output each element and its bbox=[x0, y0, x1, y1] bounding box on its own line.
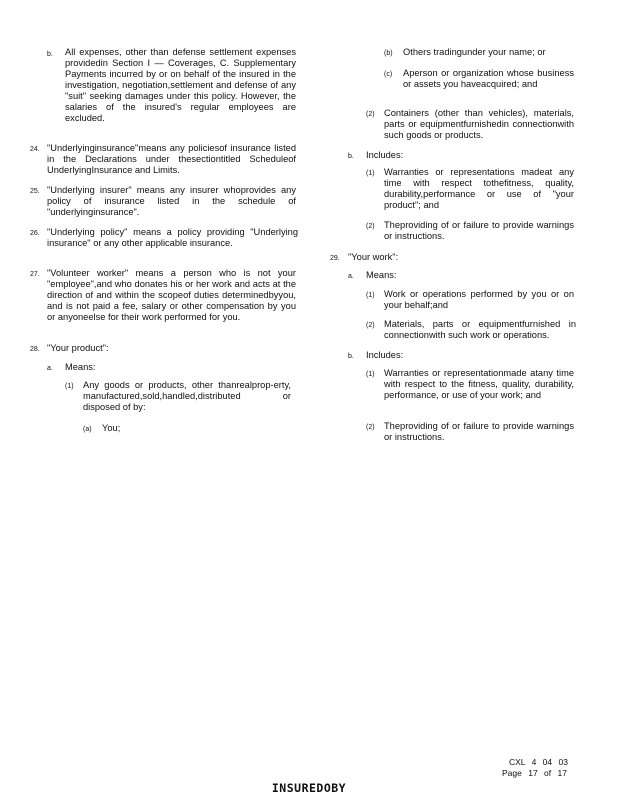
your-product-a-text: Means: bbox=[65, 362, 96, 372]
your-work-a1-marker: (1) bbox=[366, 292, 375, 299]
definition-29-number: 29. bbox=[330, 255, 340, 262]
your-work-b-text: Includes: bbox=[366, 350, 404, 360]
your-work-b1-marker: (1) bbox=[366, 371, 375, 378]
right-b-includes-text: Includes: bbox=[366, 150, 404, 160]
right-2-text: Containers (other than vehicles), materials, parts or equipmentfurnishedin connectionwith such goods or products. bbox=[384, 108, 574, 140]
your-work-a1-text: Work or operations performed by you or on your behalf;and bbox=[384, 289, 574, 310]
your-product-a1a-text: You; bbox=[102, 423, 121, 433]
brand-watermark: INSUREDOBY bbox=[271, 781, 347, 795]
right-c-text: Aperson or organization whose business or assets you haveacquired; and bbox=[403, 68, 574, 89]
right-b2-marker: (2) bbox=[366, 223, 375, 230]
right-b-includes-marker: b. bbox=[348, 153, 354, 160]
your-work-a2-text: Materials, parts or equipmentfurnished in connectionwith such work or operations. bbox=[384, 319, 576, 340]
right-b1-marker: (1) bbox=[366, 170, 375, 177]
right-b-text: Others tradingunder your name; or bbox=[403, 47, 546, 57]
right-2-marker: (2) bbox=[366, 111, 375, 118]
your-work-b1-text: Warranties or representationmade atany time with respect to the fitness, quality, durability, performance, or use of your work; and bbox=[384, 368, 574, 400]
definition-28-text: "Your product": bbox=[47, 343, 109, 353]
your-work-a-marker: a. bbox=[348, 273, 354, 280]
right-c-marker: (c) bbox=[384, 71, 393, 78]
your-work-a2-marker: (2) bbox=[366, 322, 375, 329]
your-product-a-marker: a. bbox=[47, 365, 53, 372]
right-b2-text: Theproviding of or failure to provide warnings or instructions. bbox=[384, 220, 574, 241]
your-product-a1-text: Any goods or products, other thanrealprop-erty, manufactured,sold,handled,distributed or disposed of by: bbox=[83, 380, 291, 412]
your-product-a1-marker: (1) bbox=[65, 383, 74, 390]
item-b-marker: b. bbox=[47, 51, 53, 58]
page-number: Page 17 of 17 bbox=[502, 768, 567, 778]
your-work-b2-marker: (2) bbox=[366, 424, 375, 431]
definition-27-text: "Volunteer worker" means a person who is not your "employee",and who donates his or her work and acts at the direction of and within the scopeof duties determinedbyyou, and is not paid a fee, salary or other compensation by you or anyoneelse for their work performed for you. bbox=[47, 268, 296, 322]
definition-25-number: 25. bbox=[30, 188, 40, 195]
your-work-b2-text: Theproviding of or failure to provide warnings or instructions. bbox=[384, 421, 574, 442]
right-b-marker: (b) bbox=[384, 50, 393, 57]
definition-28-number: 28. bbox=[30, 346, 40, 353]
your-work-b-marker: b. bbox=[348, 353, 354, 360]
definition-25-text: "Underlying insurer" means any insurer whoprovides any policy of insurance listed in the schedule of "underlyinginsurance". bbox=[47, 185, 296, 217]
item-b-text: All expenses, other than defense settlement expenses providedin Section I — Coverages, C. Supplementary Payments incurred by or on behalf of the insured in the investigation, negotiation,settlement and defense of any "suit" seeking damages under this policy. However, the salaries of the insured's regular employees are excluded. bbox=[65, 47, 296, 123]
definition-26-number: 26. bbox=[30, 230, 40, 237]
definition-24-text: "Underlyinginsurance"means any policiesof insurance listed in the Declarations under thesectiontitled Scheduleof UnderlyingInsurance and Limits. bbox=[47, 143, 296, 175]
definition-27-number: 27. bbox=[30, 271, 40, 278]
definition-24-number: 24. bbox=[30, 146, 40, 153]
your-product-a1a-marker: (a) bbox=[83, 426, 92, 433]
right-b1-text: Warranties or representations madeat any time with respect tothefitness, quality, durability,performance or use of "your product"; and bbox=[384, 167, 574, 210]
form-number: CXL 4 04 03 bbox=[509, 757, 568, 767]
definition-29-text: "Your work": bbox=[348, 252, 399, 262]
definition-26-text: "Underlying policy" means a policy providing "Underlying insurance" or any other applicable insurance. bbox=[47, 227, 298, 248]
your-work-a-text: Means: bbox=[366, 270, 397, 280]
